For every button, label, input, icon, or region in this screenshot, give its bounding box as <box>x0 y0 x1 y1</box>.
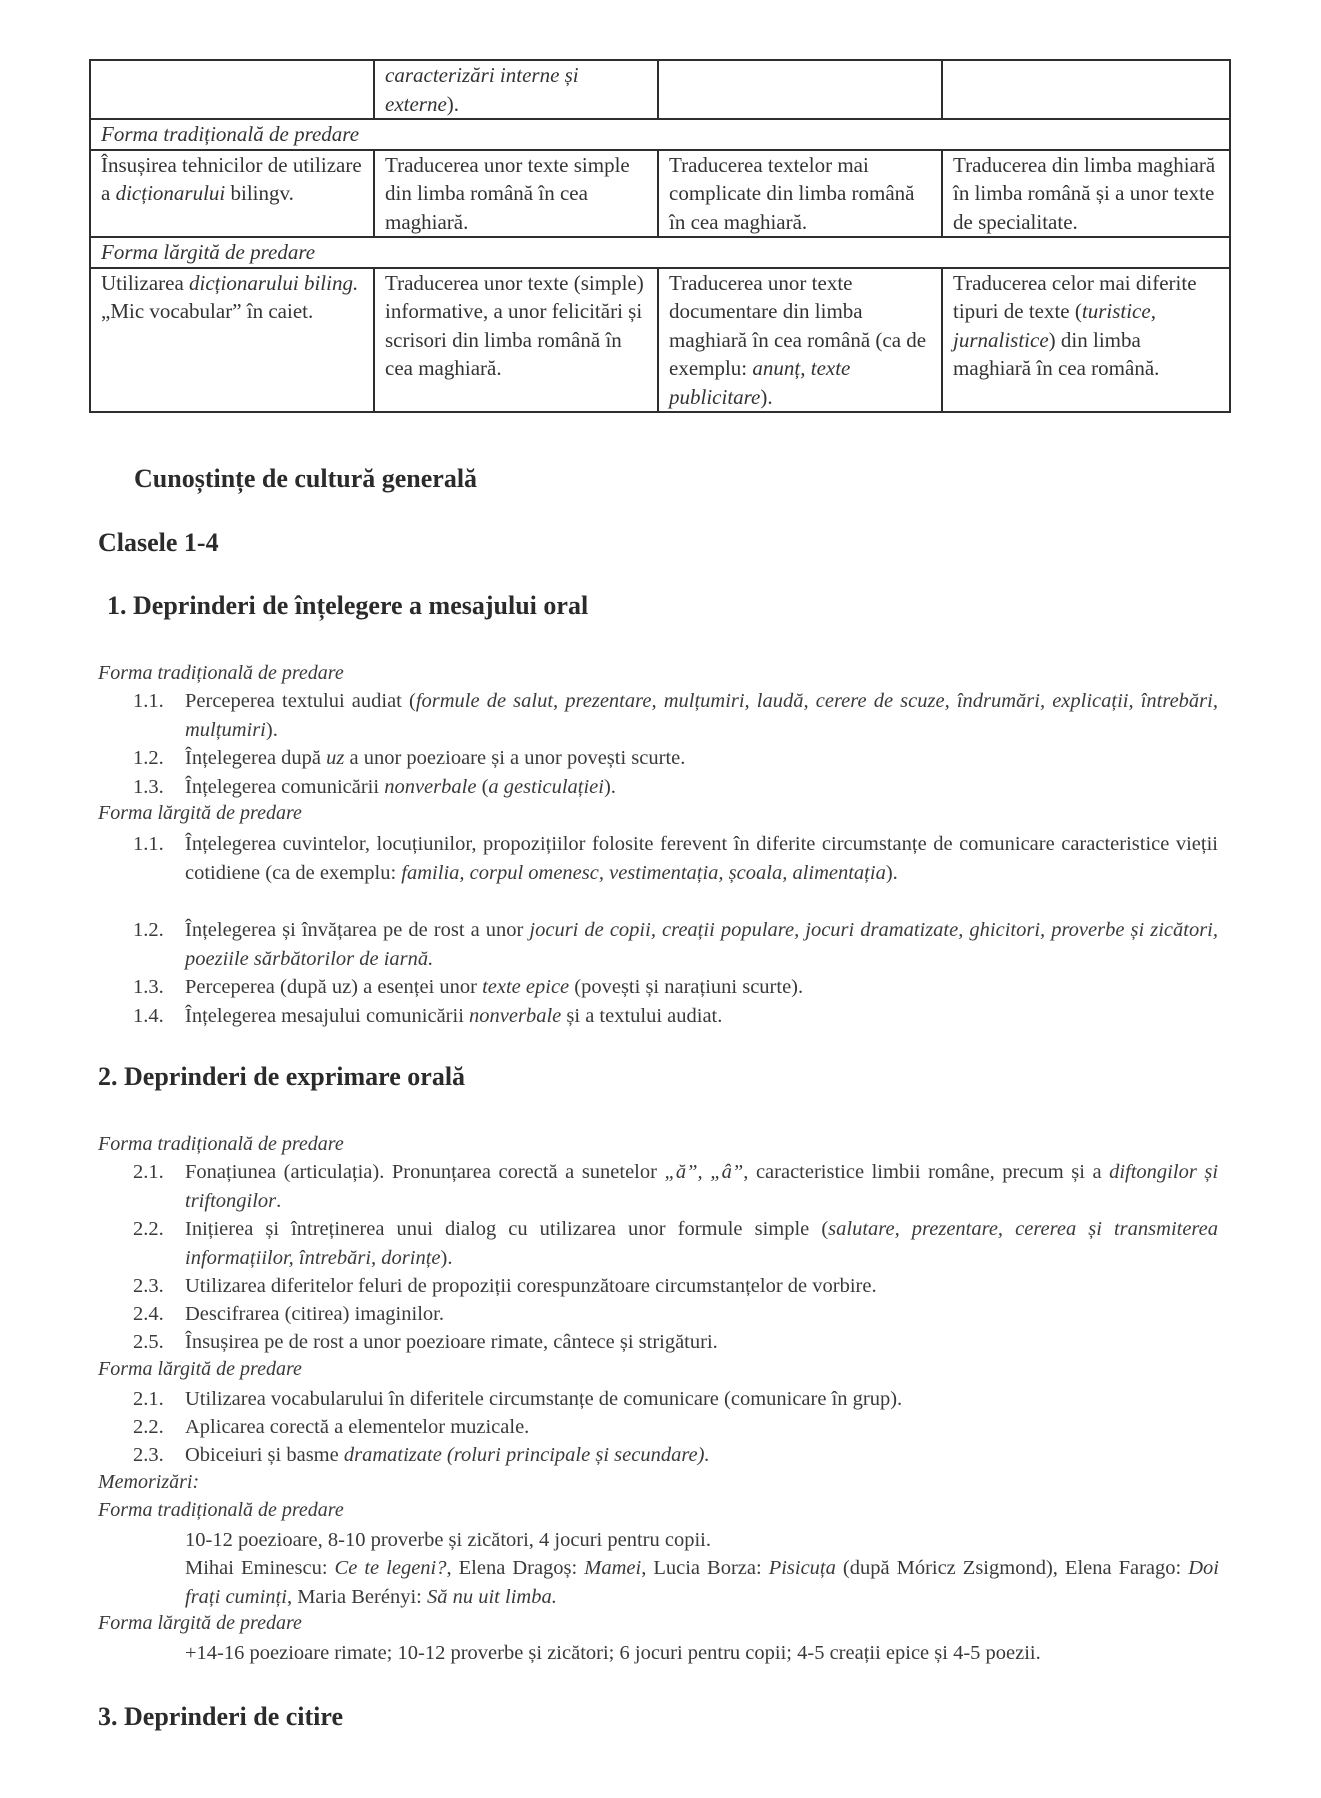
memorization-authors: Mihai Eminescu: Ce te legeni?, Elena Dragoș: Mamei, Lucia Borza: Pisicuța (după Móricz Zsigmond), Elena Farago: Doi frați cuminți, Maria Berényi: Să nu uit limba. <box>185 1557 1219 1608</box>
cell-text: Traducerea celor mai diferite tipuri de texte ( <box>953 270 1197 323</box>
item-number: 1.2. <box>133 747 164 769</box>
cell-text: dicționarului biling. <box>189 270 359 295</box>
band-label: Forma tradițională de predare <box>90 119 1230 150</box>
cell-text: ) din limba maghiară în cea română. <box>953 327 1160 380</box>
table-cell <box>658 268 942 413</box>
item-text: Perceperea textului audiat (formule de salut, prezentare, mulțumiri, laudă, cerere de scuze, îndrumări, explicații, întrebări, mulțumiri). <box>185 690 1218 741</box>
section-heading-2: 2. Deprinderi de exprimare orală <box>98 1062 466 1091</box>
cell-text: caracterizări interne și <box>385 63 579 87</box>
table-cell <box>374 60 658 119</box>
item-text: Înțelegerea mesajului comunicării nonverbale și a textului audiat. <box>185 1005 723 1027</box>
cell-text: anunț, texte publicitare <box>669 356 851 409</box>
cell-text: Însușirea tehnicilor de utilizare a <box>101 152 362 205</box>
table-cell <box>90 150 374 238</box>
subheading-extended: Forma lărgită de predare <box>98 1612 302 1634</box>
item-number: 1.1. <box>133 690 164 712</box>
subheading-traditional: Forma tradițională de predare <box>98 662 344 684</box>
item-number: 2.1. <box>133 1388 164 1410</box>
item-number: 2.1. <box>133 1161 164 1183</box>
item-text: Fonațiunea (articulația). Pronunțarea corectă a sunetelor „ă”, „â”, caracteristice limbii române, precum și a diftongilor și triftongilor. <box>185 1161 1219 1212</box>
item-number: 2.2. <box>133 1416 164 1438</box>
item-text: Utilizarea vocabularului în diferitele circumstanțe de comunicare (comunicare în grup). <box>185 1388 903 1410</box>
cell-text: bilingv. <box>225 181 294 205</box>
subheading-traditional: Forma tradițională de predare <box>98 1133 344 1155</box>
table-row <box>90 60 1230 119</box>
cell-text: ). <box>760 384 773 409</box>
cell-text: dicționarului <box>115 181 226 205</box>
item-number: 1.1. <box>133 833 164 855</box>
item-text: Înțelegerea după uz a unor poezioare și a unor povești scurte. <box>185 747 686 769</box>
band-label: Forma lărgită de predare <box>90 237 1230 268</box>
table-row <box>90 150 1230 238</box>
translation-skills-table <box>89 59 1231 413</box>
table-cell: Traducerea unor texte simple din limba română în cea maghiară. <box>374 150 658 238</box>
table-row <box>90 268 1230 413</box>
cell-text: „Mic vocabular” în caiet. <box>101 299 314 323</box>
item-text: Inițierea și întreținerea unui dialog cu utilizarea unor formule simple (salutare, prezentare, cererea și transmiterea informațiilor, întrebări, dorințe). <box>185 1218 1219 1269</box>
item-text: Înțelegerea comunicării nonverbale (a gesticulației). <box>185 776 616 798</box>
grades-heading: Clasele 1-4 <box>98 528 219 557</box>
item-text: Descifrarea (citirea) imaginilor. <box>185 1303 444 1325</box>
item-text: Însușirea pe de rost a unor poezioare rimate, cântece și strigături. <box>185 1331 718 1353</box>
section-heading-1: 1. Deprinderi de înțelegere a mesajului oral <box>107 591 589 620</box>
section-heading-culture: Cunoștințe de cultură generală <box>134 464 478 493</box>
item-number: 2.3. <box>133 1275 164 1297</box>
table-cell <box>942 268 1230 413</box>
item-number: 2.3. <box>133 1444 164 1466</box>
item-number: 2.2. <box>133 1218 164 1240</box>
item-number: 1.3. <box>133 976 164 998</box>
table-band-row <box>90 119 1230 150</box>
table-cell <box>90 268 374 413</box>
subheading-extended: Forma lărgită de predare <box>98 1358 302 1380</box>
item-text: Perceperea (după uz) a esenței unor texte epice (povești și narațiuni scurte). <box>185 976 804 998</box>
cell-text: ). <box>446 91 460 116</box>
table-cell <box>90 60 374 119</box>
cell-text: Traducerea unor texte documentare din limba maghiară în cea română (ca de exemplu: <box>669 270 927 380</box>
item-number: 2.4. <box>133 1303 164 1325</box>
item-text: Aplicarea corectă a elementelor muzicale. <box>185 1416 530 1438</box>
memorization-label: Memorizări: <box>98 1471 200 1493</box>
cell-text: Utilizarea <box>101 270 190 295</box>
subheading-extended: Forma lărgită de predare <box>98 802 302 824</box>
memorization-text: 10-12 poezioare, 8-10 proverbe și zicători, 4 jocuri pentru copii. <box>185 1529 711 1551</box>
section-heading-3: 3. Deprinderi de citire <box>98 1702 344 1731</box>
item-text: Utilizarea diferitelor feluri de propoziții corespunzătoare circumstanțelor de vorbire. <box>185 1275 877 1297</box>
table-cell <box>942 60 1230 119</box>
cell-text: externe <box>385 91 447 116</box>
table-cell: Traducerea unor texte (simple) informative, a unor felicitări și scrisori din limba română în cea maghiară. <box>374 268 658 413</box>
table-cell: Traducerea din limba maghiară în limba română și a unor texte de specialitate. <box>942 150 1230 238</box>
item-number: 1.3. <box>133 776 164 798</box>
table-cell: Traducerea textelor mai complicate din limba română în cea maghiară. <box>658 150 942 238</box>
item-number: 1.4. <box>133 1005 164 1027</box>
item-text: Obiceiuri și basme dramatizate (roluri principale și secundare). <box>185 1444 710 1466</box>
memorization-text: +14-16 poezioare rimate; 10-12 proverbe și zicători; 6 jocuri pentru copii; 4-5 creații epice și 4-5 poezii. <box>185 1642 1041 1664</box>
cell-text: turistice, jurnalistice <box>953 299 1156 352</box>
subheading-traditional: Forma tradițională de predare <box>98 1499 344 1521</box>
item-text: Înțelegerea și învățarea pe de rost a unor jocuri de copii, creații populare, jocuri dramatizate, ghicitori, proverbe și zicători, poeziile sărbătorilor de iarnă. <box>185 919 1218 970</box>
item-number: 1.2. <box>133 919 164 941</box>
item-number: 2.5. <box>133 1331 164 1353</box>
table-band-row <box>90 237 1230 268</box>
table-cell <box>658 60 942 119</box>
item-text: Înțelegerea cuvintelor, locuțiunilor, propozițiilor folosite ferevent în diferite circumstanțe de comunicare caracteristice vieții cotidiene (ca de exemplu: familia, corpul omenesc, vestimentația, școala, alimentația). <box>185 833 1218 884</box>
